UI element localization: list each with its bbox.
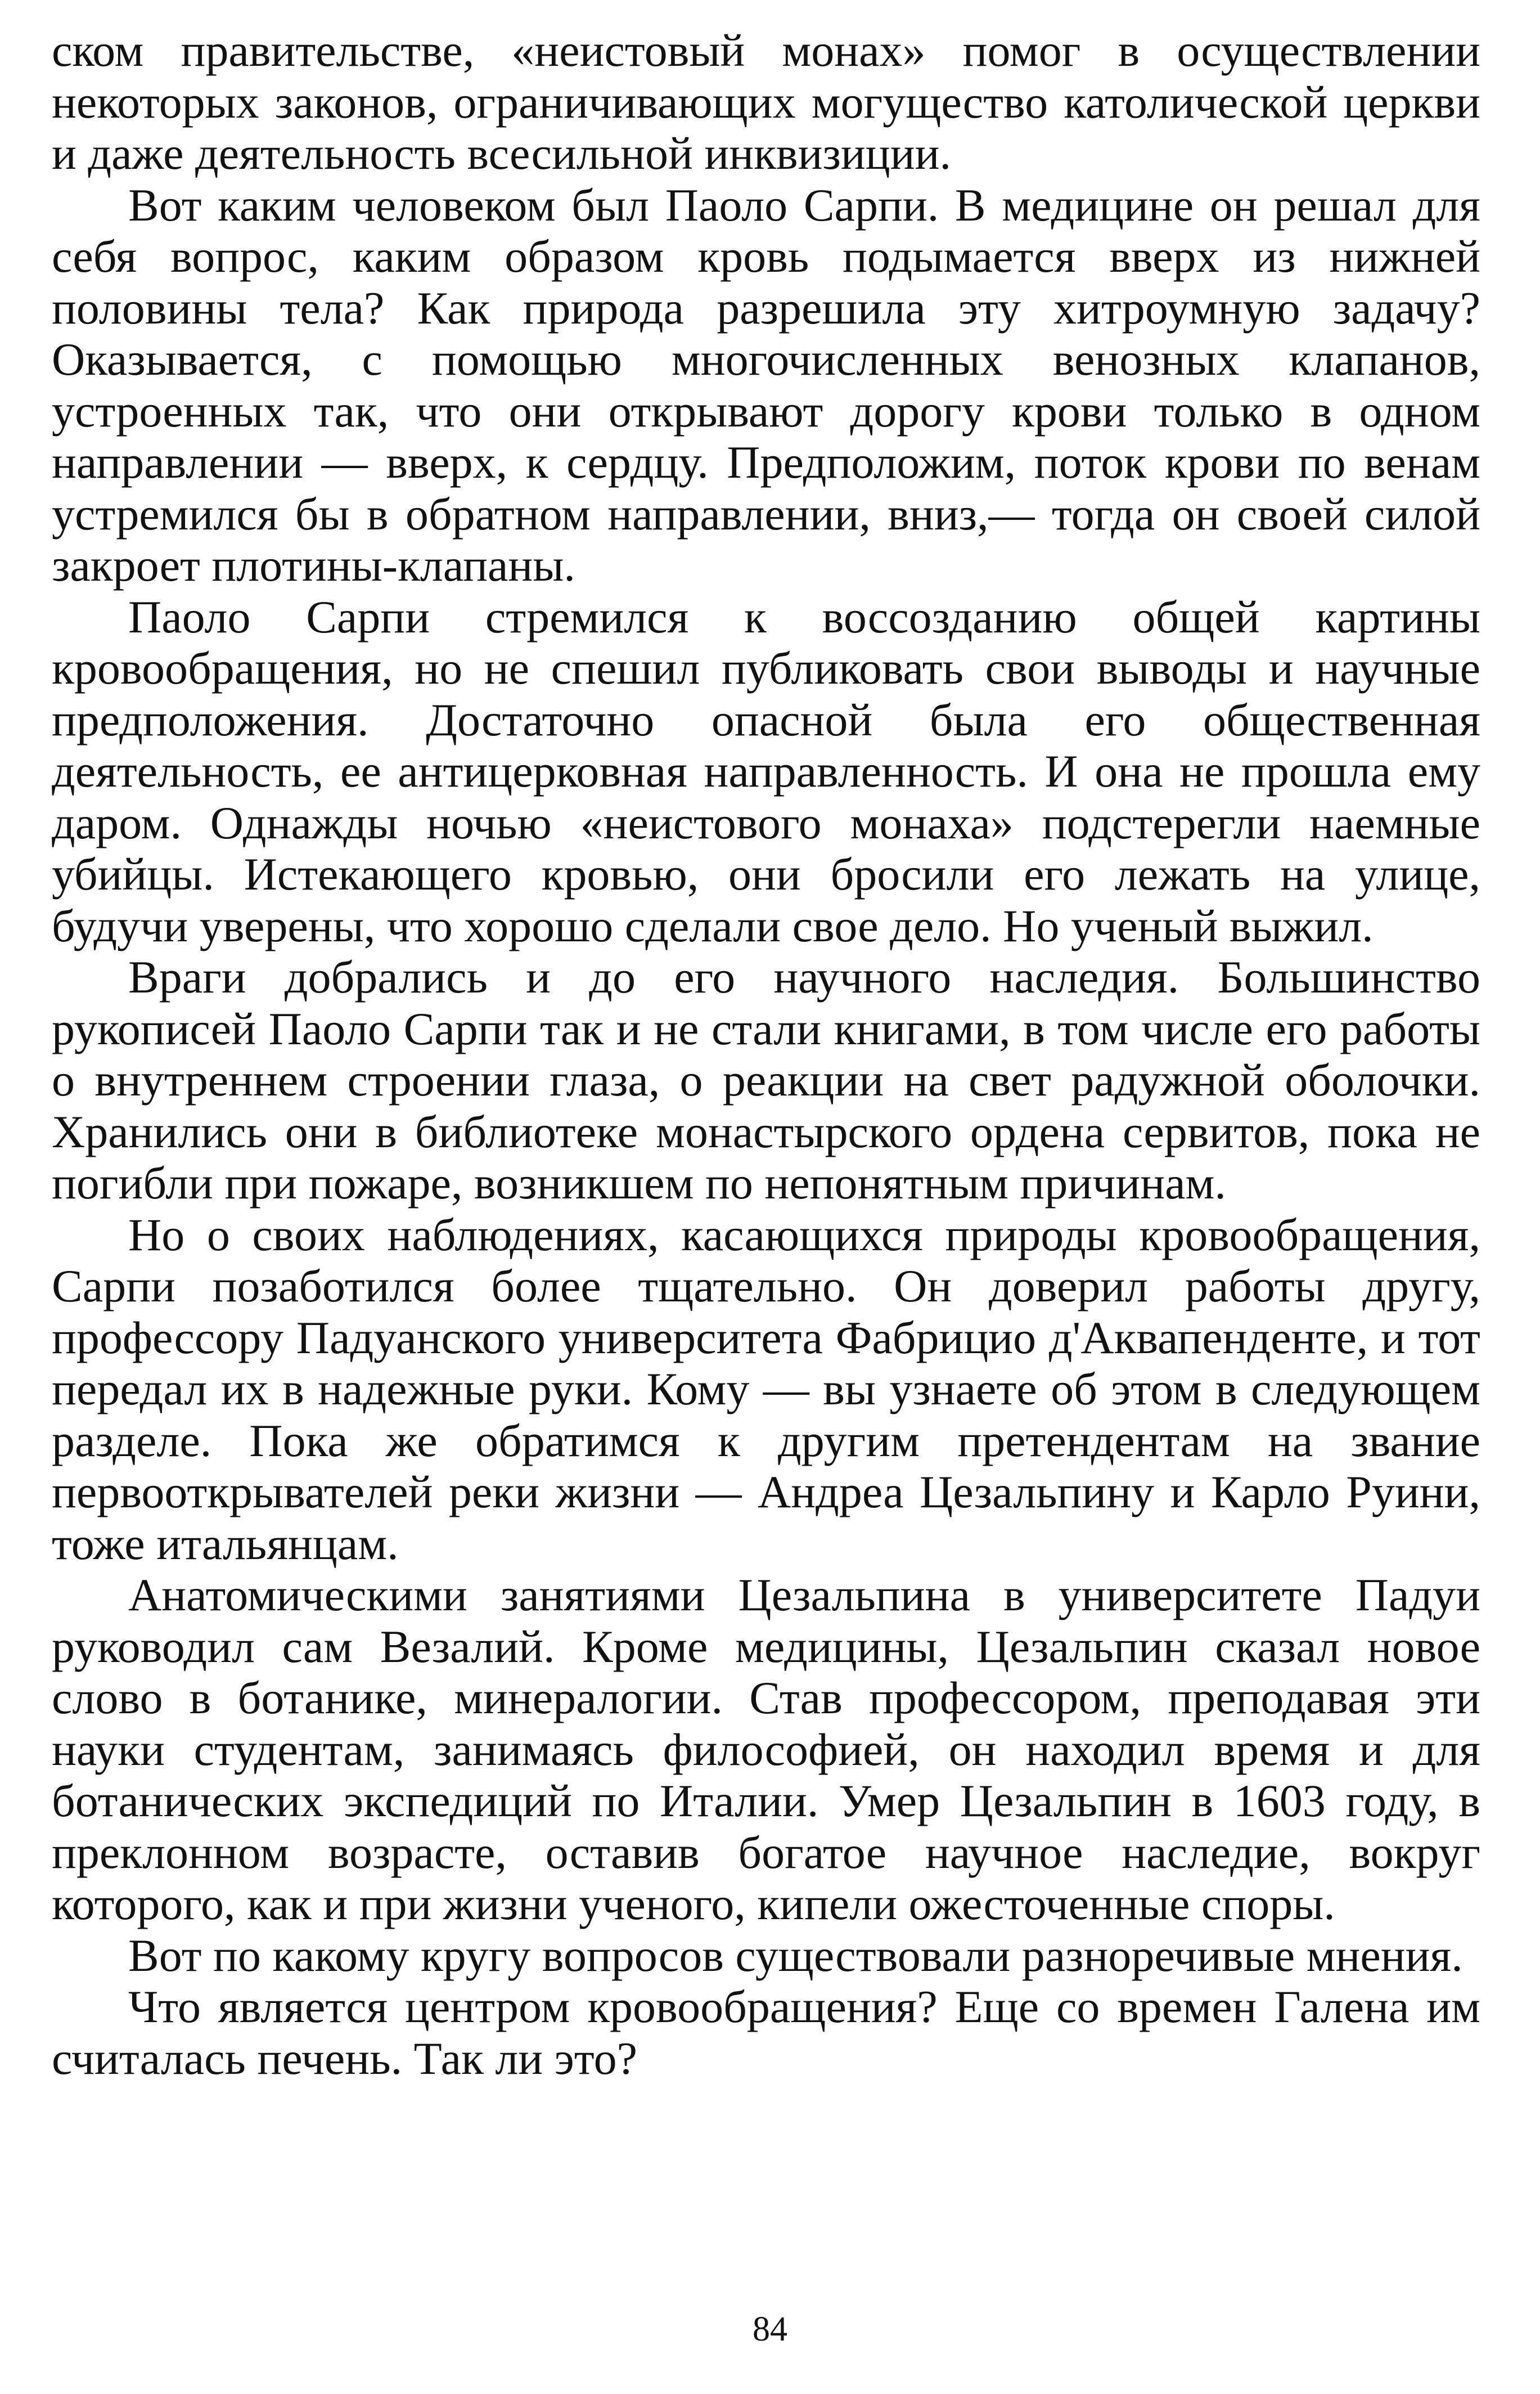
paragraph-scientific-legacy: Враги добрались и до его научного наследия. Большинство рукописей Паоло Сарпи так и не стали книгами, в том числе его работы о внутреннем строении глаза, о реакции на свет радужной оболочки. Хранились они в библиотеке монастырского ордена сервитов, пока не погибли при пожаре, возникшем по непонятным причинам. [52, 951, 1480, 1209]
paragraph-opinions: Вот по какому кругу вопросов существовали разноречивые мнения. [128, 1929, 1463, 1981]
paragraph-continued: ском правительстве, «неистовый монах» помог в осуществлении некоторых законов, ограничивающих могущество католической церкви и даже деятельность всесильной инквизиции. [52, 25, 1480, 179]
paragraph-cesalpino: Анатомическими занятиями Цезальпина в университете Падуи руководил сам Везалий. Кроме медицины, Цезальпин сказал новое слово в ботанике, минералогии. Став профессором, преподавая эти науки студентам, занимаясь философией, он находил время и для ботанических экспедиций по Италии. Умер Цезальпин в 1603 году, в преклонном возрасте, оставив богатое научное наследие, вокруг которого, как и при жизни ученого, кипели ожесточенные споры. [52, 1569, 1480, 1929]
paragraph-question: Что является центром кровообращения? Еще со времен Галена им считалась печень. Так ли это? [52, 1981, 1480, 2084]
paragraph-paolo-sarpi-medicine: Вот каким человеком был Паоло Сарпи. В медицине он решал для себя вопрос, каким образом кровь подымается вверх из нижней половины тела? Как природа разрешила эту хитроумную задачу? Оказывается, с помощью многочисленных венозных клапанов, устроенных так, что они открывают дорогу крови только в одном направлении — вверх, к сердцу. Предположим, поток крови по венам устремился бы в обратном направлении, вниз,— тогда он своей силой закроет плотины-клапаны. [52, 179, 1480, 591]
paragraph-circulation-picture: Паоло Сарпи стремился к воссозданию общей картины кровообращения, но не спешил публиковать свои выводы и научные предположения. Достаточно опасной была его общественная деятельность, ее антицерковная направленность. И она не прошла ему даром. Однажды ночью «неистового монаха» подстерегли наемные убийцы. Истекающего кровью, они бросили его лежать на улице, будучи уверены, что хорошо сделали свое дело. Но ученый выжил. [52, 591, 1480, 951]
page-number: 84 [753, 2310, 787, 2348]
paragraph-observations: Но о своих наблюдениях, касающихся природы кровообращения, Сарпи позаботился более тщательно. Он доверил работы другу, профессору Падуанского университета Фабрицио д'Аквапенденте, и тот передал их в надежные руки. Кому — вы узнаете об этом в следующем разделе. Пока же обратимся к другим претендентам на звание первооткрывателей реки жизни — Андреа Цезальпину и Карло Руини, тоже итальянцам. [52, 1209, 1480, 1569]
page-body [52, 25, 1480, 2084]
